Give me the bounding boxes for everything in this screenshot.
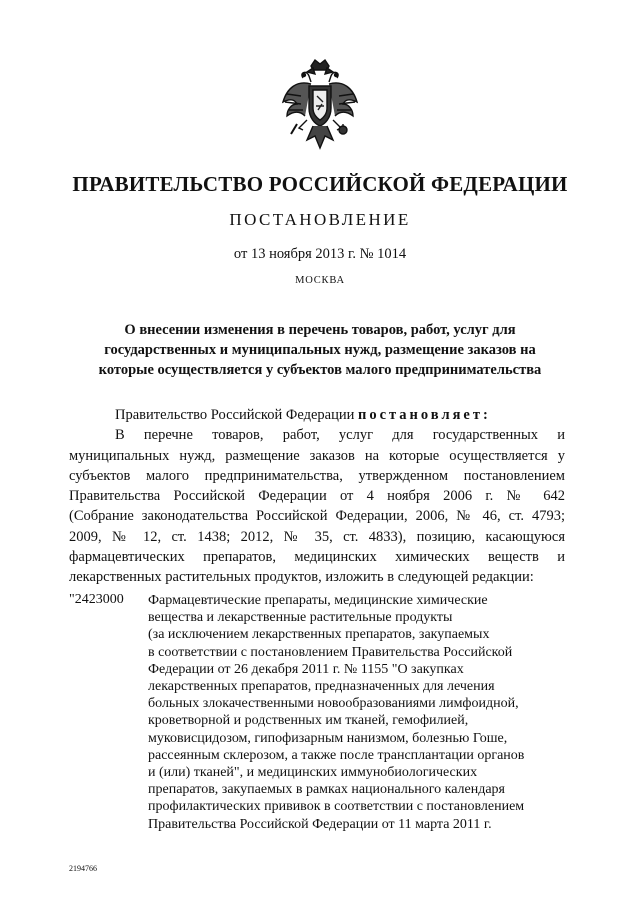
paragraph-line: (Собрание законодательства Российской Федерации, 2006, № 46, ст. 4793; [69, 508, 565, 525]
item-line: Федерации от 26 декабря 2011 г. № 1155 "О закупках [148, 661, 464, 677]
item-description [148, 592, 568, 833]
document-date: 13 ноября 2013 г. [250, 246, 356, 262]
document-number: 1014 [377, 246, 407, 262]
government-name-heading: ПРАВИТЕЛЬСТВО РОССИЙСКОЙ ФЕДЕРАЦИИ [72, 172, 568, 196]
paragraph-line: лекарственных растительных продуктов, изложить в следующей редакции: [69, 569, 534, 586]
resolution-body [69, 405, 565, 588]
item-line: (за исключением лекарственных препаратов, закупаемых [148, 627, 490, 643]
paragraph-line: Правительства Российской Федерации от 4 ноября 2006 г. № 642 [69, 488, 565, 505]
item-line: Фармацевтические препараты, медицинские химические [148, 593, 488, 608]
paragraph-line: 2009, № 12, ст. 1438; 2012, № 35, ст. 4833), позицию, касающуюся [69, 528, 565, 545]
item-line: больных злокачественными новообразованиями лимфоидной, [148, 696, 519, 712]
resolves-verb: постановляет: [357, 407, 491, 423]
footer-document-code: 2194766 [69, 864, 97, 873]
coat-of-arms-emblem [277, 58, 363, 154]
document-type-heading: ПОСТАНОВЛЕНИЕ [229, 210, 411, 229]
subject-line: О внесении изменения в перечень товаров, работ, услуг для [124, 322, 516, 338]
number-sign: № [359, 246, 374, 262]
item-line: препаратов, закупаемых в рамках национального календаря [148, 782, 505, 798]
item-line: кроветворной и родственных им тканей, гемофилией, [148, 713, 469, 729]
item-line: и (или) тканей", и медицинских иммунобиологических [148, 765, 478, 781]
city-label: МОСКВА [295, 275, 345, 286]
item-code: "2423000 [69, 592, 124, 607]
item-line: муковисцидозом, гипофизарным нанизмом, болезнью Гоше, [148, 730, 508, 746]
subject-line: которые осуществляется у субъектов малого предпринимательства [98, 362, 542, 378]
item-line: рассеянным склерозом, а также после трансплантации органов [148, 747, 525, 763]
paragraph-line: фармацевтических препаратов, медицинских химических веществ и [69, 549, 565, 566]
document-subject [80, 320, 560, 380]
item-line: в соответствии с постановлением Правительства Российской [148, 644, 513, 660]
item-line: Правительства Российской Федерации от 11 марта 2011 г. [148, 816, 492, 832]
item-line: вещества и лекарственные растительные продукты [148, 610, 453, 626]
subject-line: государственных и муниципальных нужд, размещение заказов на [104, 342, 536, 358]
paragraph-line: субъектов малого предпринимательства, утвержденном постановлением [69, 467, 565, 484]
intro-line [69, 405, 565, 425]
paragraph-line: муниципальных нужд, размещение заказов на которые осуществляется у [69, 447, 565, 464]
document-date-line [0, 246, 640, 263]
paragraph-line: В перечне товаров, работ, услуг для государственных и [115, 427, 565, 444]
item-line: лекарственных препаратов, предназначенных для лечения [148, 679, 495, 695]
intro-text: Правительство Российской Федерации [115, 407, 358, 423]
item-line: профилактических прививок в соответствии с постановлением [148, 799, 525, 815]
date-prefix: от [233, 246, 248, 262]
